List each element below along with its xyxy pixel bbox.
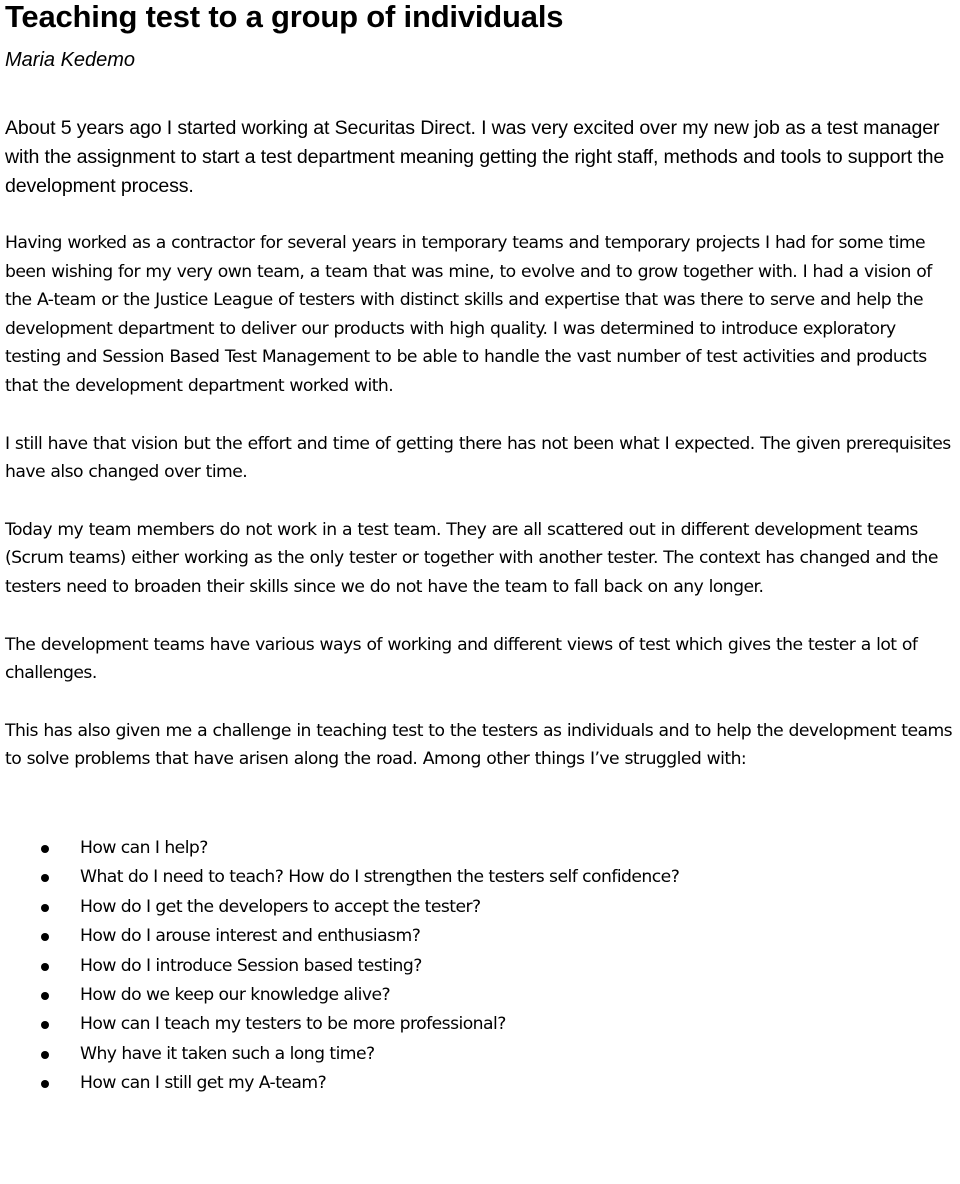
question-list — [5, 834, 956, 1099]
paragraph-challenges: This has also given me a challenge in teaching test to the testers as individuals and to help the development teams to solve problems that have arisen along the road. Among other things I’ve struggled with: — [5, 720, 953, 770]
bullet-icon — [41, 845, 49, 853]
list-item — [5, 834, 956, 863]
document-author: Maria Kedemo — [5, 49, 136, 71]
list-item-text: How do I arouse interest and enthusiasm? — [80, 926, 421, 947]
list-item-text: How do we keep our knowledge alive? — [80, 984, 391, 1005]
bullet-icon — [41, 1080, 49, 1088]
intro-paragraph: About 5 years ago I started working at Securitas Direct. I was very excited over my new job as a test manager with the assignment to start a test department meaning getting the right staff, methods and tools to support the development process. — [5, 117, 945, 197]
list-item — [5, 863, 956, 892]
list-item-text: What do I need to teach? How do I strengthen the testers self confidence? — [80, 867, 680, 888]
list-item-text: How can I still get my A-team? — [80, 1073, 327, 1094]
list-item-text: How do I introduce Session based testing? — [80, 955, 422, 976]
list-item-text: How can I teach my testers to be more professional? — [80, 1014, 506, 1035]
paragraph-vision: Having worked as a contractor for several years in temporary teams and temporary projects I had for some time been wishing for my very own team, a team that was mine, to evolve and to grow together with. I had a vision of the A-team or the Justice League of testers with distinct skills and expertise that was there to serve and help the development department to deliver our products with high quality. I was determined to introduce exploratory testing and Session Based Test Management to be able to handle the vast number of test activities and products that the development department worked with. — [5, 233, 932, 396]
bullet-icon — [41, 933, 49, 941]
bullet-icon — [41, 992, 49, 1000]
list-item — [5, 893, 956, 922]
paragraph-expectation: I still have that vision but the effort and time of getting there has not been what I expected. The given prerequisites have also changed over time. — [5, 433, 951, 483]
list-item — [5, 981, 956, 1010]
bullet-icon — [41, 1021, 49, 1029]
bullet-icon — [41, 1051, 49, 1059]
list-item — [5, 1040, 956, 1069]
list-item-text: Why have it taken such a long time? — [80, 1043, 375, 1064]
list-item — [5, 952, 956, 981]
list-item-text: How do I get the developers to accept the tester? — [80, 896, 481, 917]
list-item — [5, 1010, 956, 1039]
paragraph-team-context: Today my team members do not work in a test team. They are all scattered out in different development teams (Scrum teams) either working as the only tester or together with another tester. The context has changed and the testers need to broaden their skills since we do not have the team to fall back on any longer. — [5, 519, 938, 597]
bullet-icon — [41, 904, 49, 912]
bullet-icon — [41, 874, 49, 882]
list-item — [5, 1069, 956, 1098]
paragraph-development-teams: The development teams have various ways of working and different views of test which gives the tester a lot of challenges. — [5, 634, 918, 684]
bullet-icon — [41, 963, 49, 971]
document-title: Teaching test to a group of individuals — [5, 0, 564, 34]
list-item-text: How can I help? — [80, 837, 208, 858]
list-item — [5, 922, 956, 951]
